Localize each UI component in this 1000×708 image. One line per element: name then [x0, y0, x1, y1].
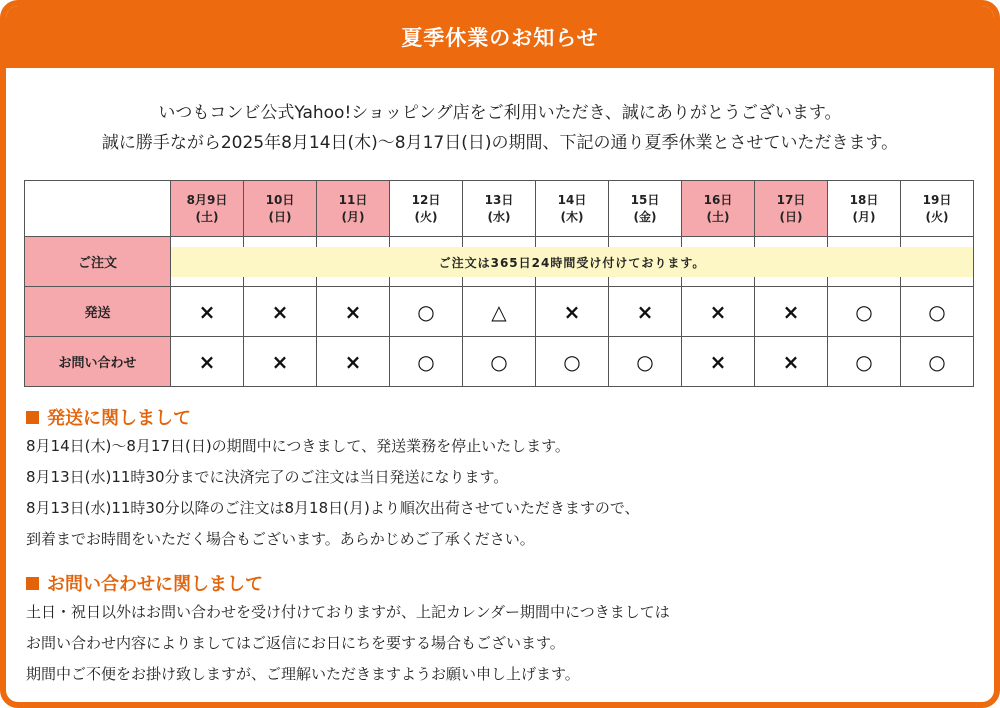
calendar-day-header [755, 181, 828, 237]
row-label-order: ご注文 [25, 237, 171, 287]
calendar-row-shipping [25, 287, 974, 337]
calendar-day-weekday: (日) [779, 209, 803, 224]
shipping-status-mark: × [682, 287, 755, 337]
notice-title: 夏季休業のお知らせ [401, 26, 599, 50]
calendar-day-header [609, 181, 682, 237]
shipping-status-mark: △ [463, 287, 536, 337]
calendar-day-date: 19日 [922, 192, 952, 207]
inquiry-status-mark: ○ [390, 337, 463, 387]
calendar-day-date: 17日 [776, 192, 806, 207]
section-line: 土日・祝日以外はお問い合わせを受け付けておりますが、上記カレンダー期間中につきましては [26, 603, 670, 621]
calendar-day-header [828, 181, 901, 237]
calendar-day-header [317, 181, 390, 237]
notice-header [6, 6, 994, 68]
shipping-status-mark: × [536, 287, 609, 337]
section-line: 到着までお時間をいただく場合もございます。あらかじめご了承ください。 [26, 530, 535, 548]
shipping-status-mark: ○ [828, 287, 901, 337]
shipping-section-title-text: 発送に関しまして [47, 408, 191, 429]
inquiry-status-mark: ○ [536, 337, 609, 387]
row-label-shipping: 発送 [25, 287, 171, 337]
calendar-day-date: 10日 [265, 192, 295, 207]
calendar-day-weekday: (金) [633, 209, 657, 224]
section-line: 期間中ご不便をお掛け致しますが、ご理解いただきますようお願い申し上げます。 [26, 665, 580, 683]
inquiry-status-mark: ○ [463, 337, 536, 387]
calendar-day-header [244, 181, 317, 237]
calendar-day-header [463, 181, 536, 237]
calendar-corner-cell [25, 181, 171, 237]
inquiry-status-mark: × [244, 337, 317, 387]
calendar-day-weekday: (土) [195, 209, 219, 224]
calendar-day-weekday: (火) [414, 209, 438, 224]
order-note-band [171, 247, 973, 277]
shipping-status-mark: ○ [390, 287, 463, 337]
calendar-day-date: 16日 [703, 192, 733, 207]
holiday-calendar [24, 180, 974, 387]
square-bullet-icon [26, 411, 39, 424]
calendar-day-weekday: (木) [560, 209, 584, 224]
shipping-status-mark: × [244, 287, 317, 337]
intro-line-2: 誠に勝手ながら2025年8月14日(木)〜8月17日(日)の期間、下記の通り夏季休業とさせていただきます。 [101, 133, 899, 153]
calendar-row-order [25, 237, 974, 287]
section-line: 8月13日(水)11時30分までに決済完了のご注文は当日発送になります。 [26, 468, 509, 486]
calendar-day-header [390, 181, 463, 237]
intro-text [6, 98, 994, 158]
calendar-day-row [25, 181, 974, 237]
calendar-day-header [682, 181, 755, 237]
inquiry-section-body [26, 597, 670, 690]
inquiry-status-mark: ○ [828, 337, 901, 387]
calendar-day-weekday: (日) [268, 209, 292, 224]
shipping-status-mark: ○ [901, 287, 974, 337]
order-note-text: ご注文は365日24時間受け付けております。 [438, 255, 706, 270]
inquiry-section-title [26, 570, 263, 596]
calendar-day-date: 13日 [484, 192, 514, 207]
calendar-day-date: 14日 [557, 192, 587, 207]
inquiry-status-mark: ○ [901, 337, 974, 387]
inquiry-status-mark: × [682, 337, 755, 387]
order-row-cell [171, 237, 974, 287]
section-line: 8月13日(水)11時30分以降のご注文は8月18日(月)より順次出荷させていただきますので、 [26, 499, 640, 517]
calendar-day-header [536, 181, 609, 237]
calendar-day-date: 15日 [630, 192, 660, 207]
calendar-day-date: 8月9日 [186, 192, 228, 207]
section-line: 8月14日(木)〜8月17日(日)の期間中につきまして、発送業務を停止いたします。 [26, 437, 570, 455]
shipping-status-mark: × [755, 287, 828, 337]
shipping-status-mark: × [609, 287, 682, 337]
inquiry-status-mark: × [317, 337, 390, 387]
section-line: お問い合わせ内容によりましてはご返信にお日にちを要する場合もございます。 [26, 634, 565, 652]
calendar-row-inquiry [25, 337, 974, 387]
calendar-day-header [901, 181, 974, 237]
calendar-day-weekday: (月) [341, 209, 365, 224]
shipping-status-mark: × [171, 287, 244, 337]
inquiry-section-title-text: お問い合わせに関しまして [47, 574, 263, 595]
inquiry-status-mark: ○ [609, 337, 682, 387]
calendar-day-date: 18日 [849, 192, 879, 207]
shipping-section-body [26, 431, 640, 555]
inquiry-status-mark: × [171, 337, 244, 387]
square-bullet-icon [26, 577, 39, 590]
calendar-day-date: 11日 [338, 192, 368, 207]
calendar-day-weekday: (水) [487, 209, 511, 224]
calendar-day-weekday: (火) [925, 209, 949, 224]
shipping-status-mark: × [317, 287, 390, 337]
calendar-day-header [171, 181, 244, 237]
calendar-day-weekday: (月) [852, 209, 876, 224]
shipping-section-title [26, 404, 191, 430]
row-label-inquiry: お問い合わせ [25, 337, 171, 387]
calendar-day-date: 12日 [411, 192, 441, 207]
intro-line-1: いつもコンビ公式Yahoo!ショッピング店をご利用いただき、誠にありがとうございます。 [158, 103, 842, 123]
calendar-day-weekday: (土) [706, 209, 730, 224]
inquiry-status-mark: × [755, 337, 828, 387]
